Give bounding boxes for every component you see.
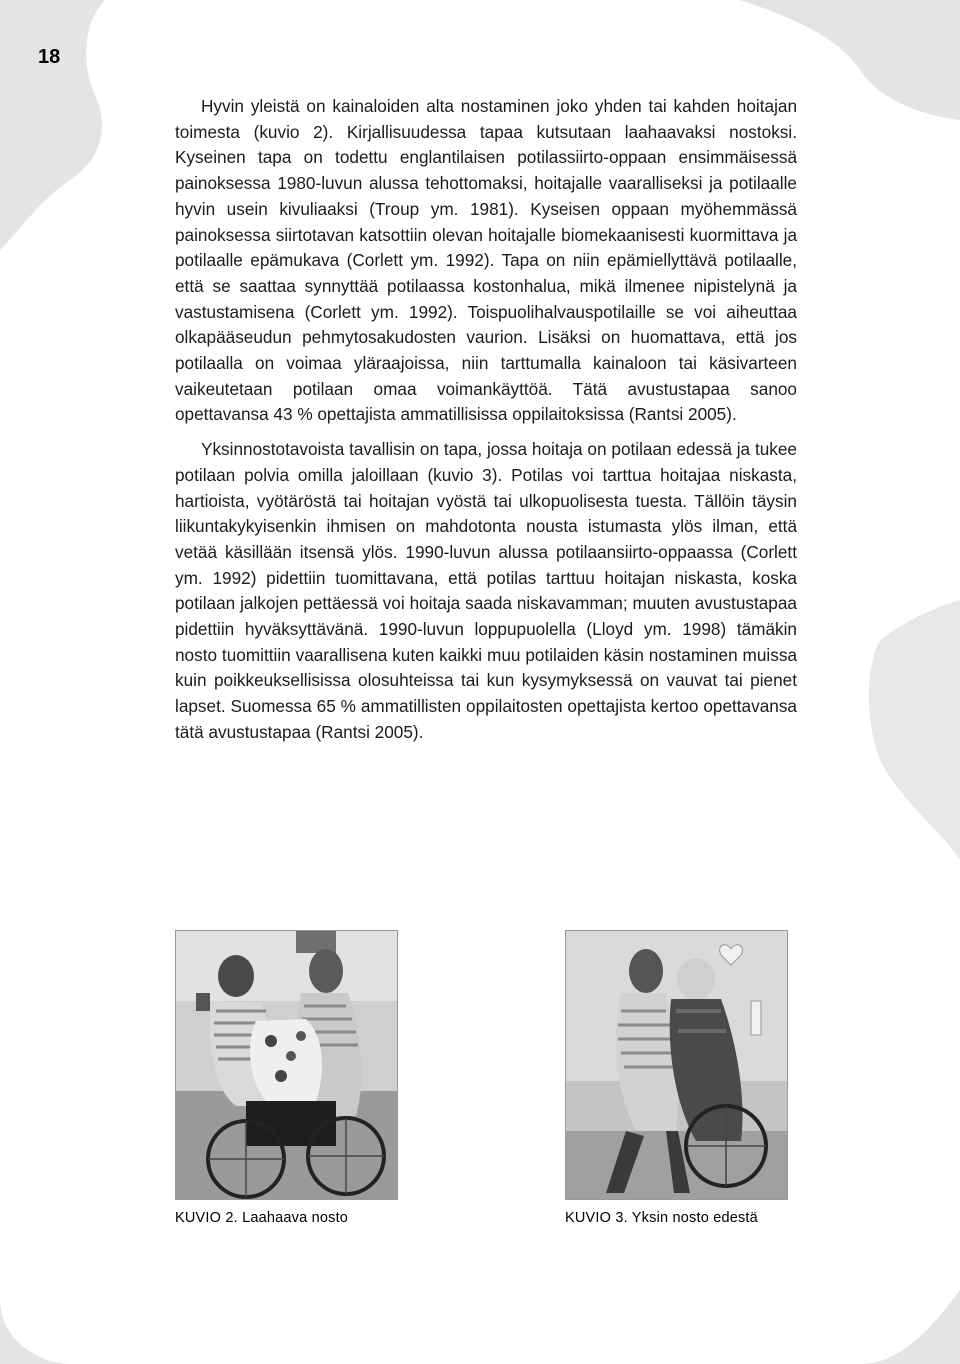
body-text xyxy=(175,94,797,746)
page-number: 18 xyxy=(38,46,61,68)
figure-caption: KUVIO 3. Yksin nosto edestä xyxy=(565,1210,758,1226)
figure-photo-single-front-lift xyxy=(565,930,788,1200)
paragraph: Yksinnostotavoista tavallisin on tapa, jossa hoitaja on potilaan edessä ja tukee potilaan polvia omilla jaloillaan (kuvio 3). Potilas voi tarttua hoitajaa niskasta, hartioista, vyötäröstä tai hoitajan vyöstä tai ulkopuolisesta tuesta. Tällöin täysin liikuntakykyisenkin ihmisen on mahdotonta nousta istumasta ylös ilman, että vetää käsillään itsensä ylös. 1990-luvun alussa potilaansiirto-oppaassa (Corlett ym. 1992) pidettiin tuomittavana, että potilas tarttuu hoitajan niskasta, koska potilaan jalkojen pettäessä voi hoitaja saada niskavamman; muuten avustustapaa pidettiin hyväksyttävänä. 1990-luvun loppupuolella (Lloyd ym. 1998) tämäkin nosto tuomittiin vaarallisena kuten kaikki muu potilaiden käsin nostaminen muissa kuin poikkeuksellisissa olosuhteissa tai kun kysymyksessä on vauvat tai pienet lapset. Suomessa 65 % ammatillisten oppilaitosten opettajista kertoo opettavansa tätä avustustapaa (Rantsi 2005). xyxy=(175,439,797,742)
figure-caption: KUVIO 2. Laahaava nosto xyxy=(175,1210,349,1226)
paragraph: Hyvin yleistä on kainaloiden alta nostaminen joko yhden tai kahden hoitajan toimesta (kuvio 2). Kirjallisuudessa tapaa kutsutaan laahaavaksi nostoksi. Kyseinen tapa on todettu englantilaisen potilassiirto-oppaan ensimmäisessä painoksessa 1980-luvun alussa tehottomaksi, hoitajalle vaaralliseksi ja potilaalle hyvin usein kivuliaaksi (Troup ym. 1981). Kyseisen oppaan myöhemmässä painoksessa siirtotavan katsottiin olevan hoitajalle biomekaanisesti kuormittava ja potilaalle epämukava (Corlett ym. 1992). Tapa on niin epämiellyttävä potilaalle, että se saattaa synnyttää potilaassa kostonhalua, mikä ilmenee nipistelynä ja vastustamisena (Corlett ym. 1992). Toispuolihalvauspotilaille se voi aiheuttaa olkapääseudun pehmytosakudosten vaurion. Lisäksi on huomattava, että jos potilaalla on voimaa yläraajoissa, niin tarttumalla kainaloon tai käsivarteen vaikeutetaan potilaan omaa voimankäyttöä. Tätä avustustapaa sanoo opettavansa 43 % opettajista ammatillisissa oppilaitoksissa (Rantsi 2005). xyxy=(175,96,797,425)
figure-photo-two-person-lift xyxy=(175,930,398,1200)
